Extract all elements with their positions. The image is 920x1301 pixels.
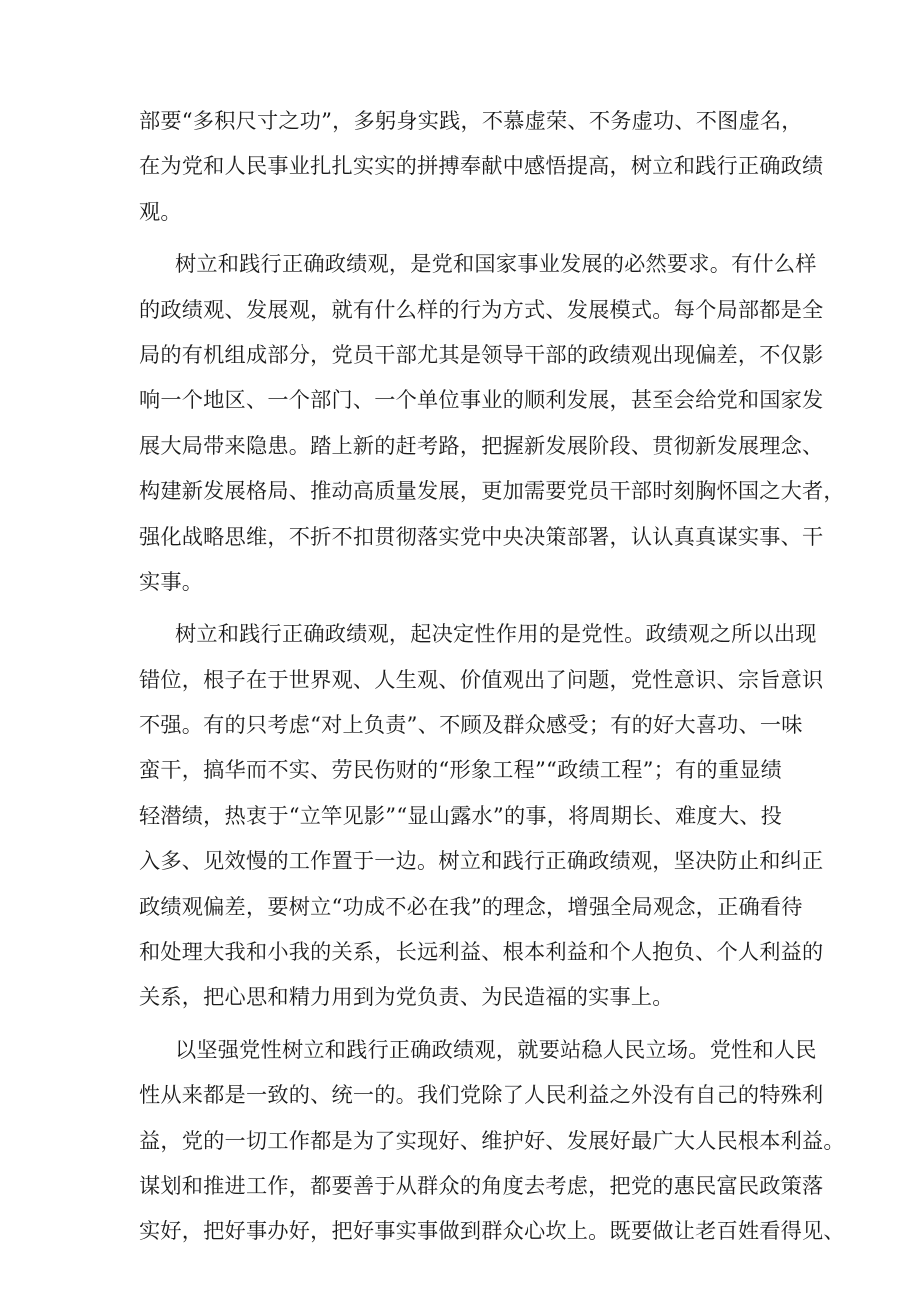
text-line: 强化战略思维，不折不扣贯彻落实党中央决策部署，认认真真谋实事、干 (139, 523, 824, 549)
text-line: 关系，把心思和精力用到为党负责、为民造福的实事上。 (139, 984, 674, 1010)
text-line: 以坚强党性树立和践行正确政绩观，就要站稳人民立场。党性和人民 (175, 1036, 817, 1062)
text-line: 展大局带来隐患。踏上新的赶考路，把握新发展阶段、贯彻新发展理念、 (139, 432, 824, 458)
text-line: 实事。 (139, 568, 204, 594)
text-line: 观。 (139, 198, 182, 224)
text-line: 部要“多积尺寸之功”，多躬身实践，不慕虚荣、不务虚功、不图虚名， (139, 108, 803, 133)
text-line: 错位，根子在于世界观、人生观、价值观出了问题，党性意识、宗旨意识 (139, 666, 824, 692)
text-line: 树立和践行正确政绩观，是党和国家事业发展的必然要求。有什么样 (175, 251, 817, 277)
text-line: 树立和践行正确政绩观，起决定性作用的是党性。政绩观之所以出现 (175, 621, 817, 647)
paragraph-1 (139, 98, 824, 234)
paragraph-4 (139, 1027, 845, 1254)
document-body (139, 98, 845, 1254)
paragraph-2 (139, 241, 845, 604)
text-line: 蛮干，搞华而不实、劳民伤财的“形象工程”“政绩工程”；有的重显绩 (139, 757, 782, 783)
text-line: 局的有机组成部分，党员干部尤其是领导干部的政绩观出现偏差，不仅影 (139, 341, 824, 367)
text-line: 入多、见效慢的工作置于一边。树立和践行正确政绩观，坚决防止和纠正 (139, 848, 824, 874)
text-line: 政绩观偏差，要树立“功成不必在我”的理念，增强全局观念，正确看待 (139, 893, 803, 919)
text-line: 和处理大我和小我的关系，长远利益、根本利益和个人抱负、个人利益的 (139, 939, 824, 965)
text-line: 益，党的一切工作都是为了实现好、维护好、发展好最广大人民根本利益。 (139, 1127, 845, 1153)
text-line: 不强。有的只考虑“对上负责”、不顾及群众感受；有的好大喜功、一味 (139, 712, 803, 738)
text-line: 的政绩观、发展观，就有什么样的行为方式、发展模式。每个局部都是全 (139, 296, 824, 322)
text-line: 响一个地区、一个部门、一个单位事业的顺利发展，甚至会给党和国家发 (139, 387, 824, 413)
text-line: 构建新发展格局、推动高质量发展，更加需要党员干部时刻胸怀国之大者， (139, 478, 845, 504)
text-line: 轻潜绩，热衷于“立竿见影”“显山露水”的事，将周期长、难度大、投 (139, 802, 782, 828)
text-line: 在为党和人民事业扎扎实实的拼搏奉献中感悟提高，树立和践行正确政绩 (139, 153, 824, 179)
paragraph-3 (139, 611, 824, 1020)
text-line: 谋划和推进工作，都要善于从群众的角度去考虑，把党的惠民富民政策落 (139, 1172, 824, 1198)
text-line: 性从来都是一致的、统一的。我们党除了人民利益之外没有自己的特殊利 (139, 1082, 824, 1108)
text-line: 实好，把好事办好，把好事实事做到群众心坎上。既要做让老百姓看得见、 (139, 1218, 845, 1244)
